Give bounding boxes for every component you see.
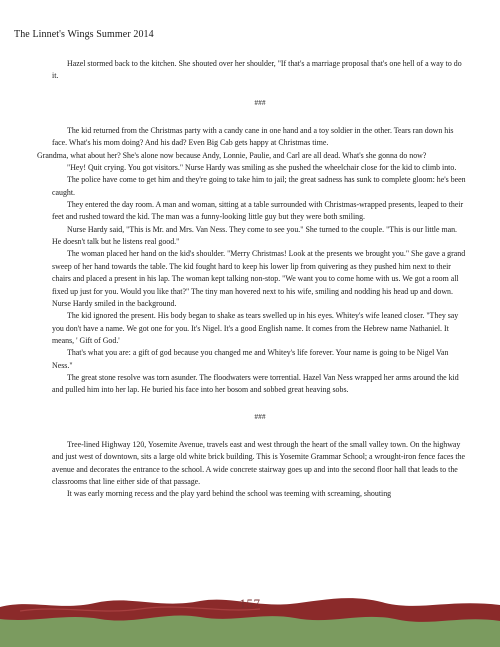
page-body <box>37 58 468 501</box>
paragraph: The kid returned from the Christmas party with a candy cane in one hand and a toy soldier in the other. Tears ran down his face. What's his mom doing? And his dad? Even Big Cab gets happy at Christmas time. <box>52 126 454 148</box>
footer-ornament <box>0 585 500 647</box>
section-separator: ### <box>254 411 266 421</box>
journal-header: The Linnet's Wings Summer 2014 <box>14 29 154 40</box>
paragraph: The police have come to get him and they're going to take him to jail; the great sadness has sunk to complete gloom: he's been caught. <box>52 175 466 197</box>
paragraph: Nurse Hardy said, "This is Mr. and Mrs. Van Ness. They come to see you." She turned to the couple. "This is our little man. He doesn't talk but he listens real good." <box>52 224 458 247</box>
paragraph: It was early morning recess and the play yard behind the school was teeming with screaming, shouting <box>67 489 392 499</box>
page-number: 157 <box>239 596 261 611</box>
paragraph-outdented: Grandma, what about her? She's alone now because Andy, Lonnie, Paulie, and Carl are all dead. What's she gonna do now? <box>37 150 427 160</box>
paragraph: They entered the day room. A man and woman, sitting at a table surrounded with Christmas-wrapped presents, leaped to their feet and rushed toward the kid. The man was a funny-looking little guy but they were both smiling. <box>52 200 464 222</box>
paragraph: Tree-lined Highway 120, Yosemite Avenue, travels east and west through the heart of the small valley town. On the highway and just west of downtown, sits a large old white brick building. This is Yosemite Grammar School; a wrought-iron fence faces the avenue and decorates the entrance to the school. A wide concrete stairway goes up and into the second floor hall that leads to the classrooms that line either side of that passage. <box>52 439 466 486</box>
paragraph: That's what you are: a gift of god because you changed me and Whitey's life forever. Your name is going to be Nigel Van Ness." <box>52 348 449 370</box>
paragraph: The great stone resolve was torn asunder. The floodwaters were torrential. Hazel Van Ness wrapped her arms around the kid and pulled him into her lap. He buried his face into her bosom and sobbed great heaving sobs. <box>52 372 459 395</box>
paragraph: The kid ignored the present. His body began to shake as tears swelled up in his eyes. Whitey's wife leaned closer. "They say you don't have a name. We got one for you. It's Nigel. It's a good English name. It comes from the Hebrew name Nathaniel. It means, ' Gift of God.' <box>52 311 459 345</box>
paragraph: The woman placed her hand on the kid's shoulder. "Merry Christmas! Look at the presents we brought you." She gave a grand sweep of her hand towards the table. The kid fought hard to keep his lower lip from quivering as they pushed him next to their chairs and placed a present in his lap. The woman kept talking non-stop. "We want you to come home with us. We got a room all fixed up just for you. Would you like that?" The tiny man hovered next to his wife, smiling and nodding his head up and down. Nurse Hardy smiled in the background. <box>52 249 466 308</box>
paragraph: "Hey! Quit crying. You got visitors." Nurse Hardy was smiling as she pushed the wheelchair close for the kid to climb into. <box>67 163 457 173</box>
section-separator: ### <box>254 97 266 107</box>
paragraph: Hazel stormed back to the kitchen. She shouted over her shoulder, "If that's a marriage proposal that's one hell of a way to do it. <box>52 59 462 81</box>
